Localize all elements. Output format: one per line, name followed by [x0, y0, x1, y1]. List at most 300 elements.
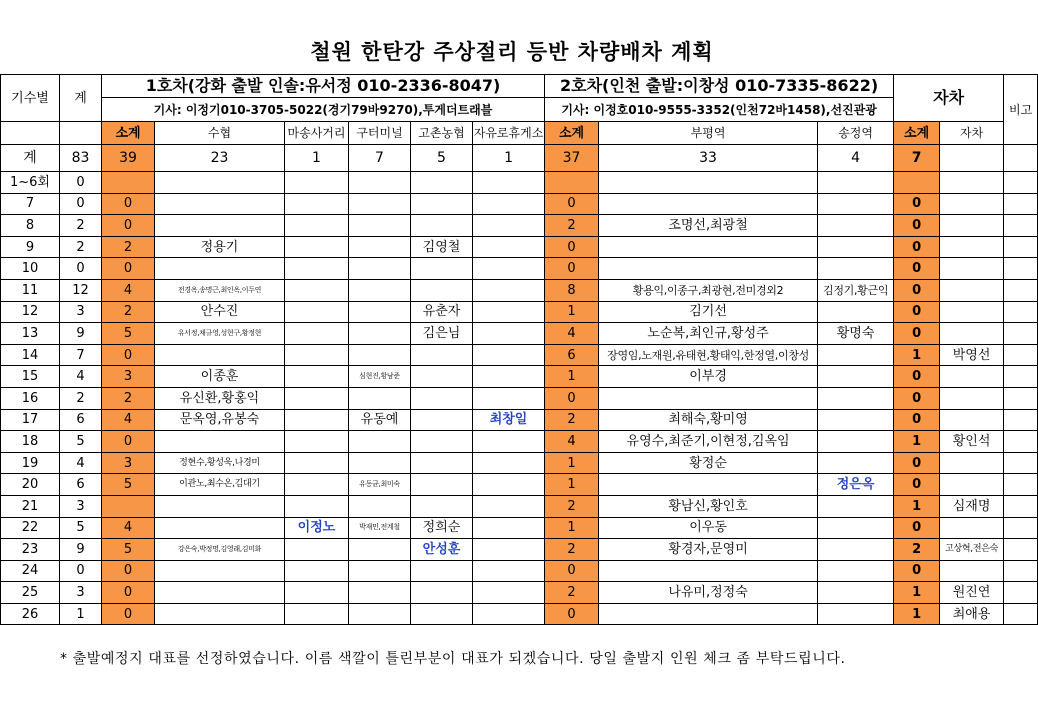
row-bus1-subtotal: 0 — [102, 193, 155, 215]
row-own-subtotal: 0 — [894, 474, 940, 496]
row-bus2-subtotal: 2 — [545, 539, 599, 561]
row-stop-cell — [818, 582, 894, 604]
row-stop-cell — [818, 215, 894, 237]
row-stop-cell — [411, 215, 473, 237]
row-stop-cell: 유신환,황홍익 — [155, 387, 285, 409]
row-total: 9 — [60, 323, 102, 345]
row-stop-cell — [285, 409, 349, 431]
table-row — [1, 431, 1038, 453]
row-stop-cell — [818, 193, 894, 215]
row-remark — [1004, 517, 1038, 539]
row-total: 6 — [60, 409, 102, 431]
row-stop-cell — [411, 431, 473, 453]
row-period: 20 — [1, 474, 60, 496]
row-stop-cell — [473, 560, 545, 582]
table-row — [1, 603, 1038, 625]
row-own-subtotal: 0 — [894, 279, 940, 301]
row-remark — [1004, 452, 1038, 474]
row-stop-cell — [349, 301, 411, 323]
row-remark — [1004, 258, 1038, 280]
page-title: 철원 한탄강 주상절리 등반 차량배차 계획 — [310, 40, 714, 64]
own-car-subheader: 자차 — [940, 122, 1004, 145]
row-stop-cell: 황정순 — [599, 452, 818, 474]
row-stop-cell — [818, 495, 894, 517]
row-own-subtotal: 1 — [894, 603, 940, 625]
row-remark — [1004, 431, 1038, 453]
row-own-subtotal: 0 — [894, 560, 940, 582]
row-period: 1~6회 — [1, 172, 60, 194]
row-period: 19 — [1, 452, 60, 474]
row-stop-cell — [349, 603, 411, 625]
totals-stop: 4 — [818, 145, 894, 172]
table-row — [1, 236, 1038, 258]
row-stop-cell — [155, 431, 285, 453]
table-row — [1, 517, 1038, 539]
row-stop-cell — [473, 387, 545, 409]
row-stop-cell — [411, 172, 473, 194]
row-total: 3 — [60, 582, 102, 604]
row-stop-cell — [285, 323, 349, 345]
row-period: 21 — [1, 495, 60, 517]
row-own-subtotal: 0 — [894, 366, 940, 388]
row-own-car — [940, 409, 1004, 431]
row-stop-cell — [349, 215, 411, 237]
row-stop-cell: 황남신,황인호 — [599, 495, 818, 517]
row-stop-cell — [818, 539, 894, 561]
remarks-header: 비고 — [1004, 75, 1038, 145]
row-bus2-subtotal: 1 — [545, 517, 599, 539]
row-bus1-subtotal: 0 — [102, 215, 155, 237]
table-row — [1, 409, 1038, 431]
row-stop-cell — [285, 387, 349, 409]
table-row — [1, 474, 1038, 496]
blank-cell — [1, 122, 60, 145]
row-period: 7 — [1, 193, 60, 215]
row-stop-cell: 나유미,정정숙 — [599, 582, 818, 604]
footnote: * 출발예정지 대표를 선정하였습니다. 이름 색깔이 틀린부분이 대표가 되겠습니다. 당일 출발지 인원 체크 좀 부탁드립니다. — [60, 651, 846, 667]
bus1-driver: 기사: 이정기010-3705-5022(경기79바9270),투게더트래블 — [102, 98, 545, 122]
row-total: 6 — [60, 474, 102, 496]
row-stop-cell — [155, 560, 285, 582]
table-row — [1, 582, 1038, 604]
row-period: 9 — [1, 236, 60, 258]
row-stop-cell — [473, 236, 545, 258]
row-stop-cell — [155, 172, 285, 194]
row-stop-cell — [818, 236, 894, 258]
row-stop-cell: 최창일 — [473, 409, 545, 431]
row-own-car — [940, 517, 1004, 539]
row-bus1-subtotal: 2 — [102, 236, 155, 258]
row-remark — [1004, 409, 1038, 431]
row-bus1-subtotal: 5 — [102, 323, 155, 345]
row-own-car: 황인석 — [940, 431, 1004, 453]
row-total: 2 — [60, 387, 102, 409]
row-stop-cell: 황명숙 — [818, 323, 894, 345]
schedule-table — [0, 74, 1038, 625]
row-stop-cell — [285, 193, 349, 215]
row-own-car — [940, 301, 1004, 323]
row-remark — [1004, 387, 1038, 409]
row-own-subtotal: 0 — [894, 323, 940, 345]
row-period: 22 — [1, 517, 60, 539]
stop-header: 송정역 — [818, 122, 894, 145]
row-stop-cell: 김기선 — [599, 301, 818, 323]
row-remark — [1004, 474, 1038, 496]
row-period: 8 — [1, 215, 60, 237]
row-stop-cell — [285, 301, 349, 323]
row-total: 0 — [60, 193, 102, 215]
row-remark — [1004, 582, 1038, 604]
row-bus1-subtotal: 0 — [102, 431, 155, 453]
row-stop-cell — [349, 582, 411, 604]
row-own-subtotal: 2 — [894, 539, 940, 561]
row-bus1-subtotal: 0 — [102, 560, 155, 582]
table-row — [1, 215, 1038, 237]
stop-header: 고촌농협 — [411, 122, 473, 145]
row-stop-cell: 이종훈 — [155, 366, 285, 388]
row-stop-cell — [473, 344, 545, 366]
row-stop-cell — [285, 431, 349, 453]
row-bus1-subtotal: 0 — [102, 258, 155, 280]
row-stop-cell — [411, 495, 473, 517]
period-header: 기수별 — [1, 75, 60, 122]
row-bus2-subtotal: 1 — [545, 452, 599, 474]
table-row — [1, 172, 1038, 194]
row-period: 23 — [1, 539, 60, 561]
row-own-car: 최애용 — [940, 603, 1004, 625]
row-stop-cell — [349, 323, 411, 345]
row-stop-cell — [349, 387, 411, 409]
row-bus2-subtotal: 2 — [545, 495, 599, 517]
row-stop-cell: 김영철 — [411, 236, 473, 258]
row-own-car — [940, 279, 1004, 301]
row-bus1-subtotal: 5 — [102, 539, 155, 561]
row-stop-cell — [285, 279, 349, 301]
row-stop-cell — [349, 193, 411, 215]
row-total: 12 — [60, 279, 102, 301]
row-stop-cell — [818, 301, 894, 323]
row-own-subtotal: 0 — [894, 517, 940, 539]
row-stop-cell: 유동균,최미숙 — [349, 474, 411, 496]
row-stop-cell: 유영수,최준기,이현정,김옥임 — [599, 431, 818, 453]
row-stop-cell — [473, 603, 545, 625]
row-bus2-subtotal: 2 — [545, 215, 599, 237]
row-stop-cell — [285, 539, 349, 561]
row-remark — [1004, 215, 1038, 237]
row-remark — [1004, 323, 1038, 345]
row-bus1-subtotal: 4 — [102, 517, 155, 539]
row-bus2-subtotal — [545, 172, 599, 194]
row-bus1-subtotal: 0 — [102, 603, 155, 625]
row-stop-cell — [349, 236, 411, 258]
row-remark — [1004, 236, 1038, 258]
row-own-car: 심재명 — [940, 495, 1004, 517]
row-stop-cell — [473, 452, 545, 474]
row-total: 1 — [60, 603, 102, 625]
row-stop-cell — [285, 495, 349, 517]
row-own-car — [940, 258, 1004, 280]
stop-header: 구터미널 — [349, 122, 411, 145]
table-row — [1, 539, 1038, 561]
totals-stop: 23 — [155, 145, 285, 172]
row-stop-cell — [285, 452, 349, 474]
row-bus1-subtotal — [102, 495, 155, 517]
row-own-subtotal: 1 — [894, 582, 940, 604]
row-stop-cell — [599, 172, 818, 194]
row-own-car — [940, 236, 1004, 258]
row-stop-cell: 이관노,최수온,김대기 — [155, 474, 285, 496]
row-total: 2 — [60, 236, 102, 258]
row-own-car: 박영선 — [940, 344, 1004, 366]
row-stop-cell: 강은숙,박정명,김영래,김미화 — [155, 539, 285, 561]
row-stop-cell — [818, 603, 894, 625]
row-stop-cell: 조명선,최광철 — [599, 215, 818, 237]
row-stop-cell — [411, 344, 473, 366]
row-period: 16 — [1, 387, 60, 409]
row-own-car — [940, 387, 1004, 409]
table-row — [1, 387, 1038, 409]
stop-header: 마송사거리 — [285, 122, 349, 145]
row-stop-cell — [818, 560, 894, 582]
row-stop-cell — [818, 172, 894, 194]
row-stop-cell — [473, 279, 545, 301]
row-total: 0 — [60, 172, 102, 194]
row-remark — [1004, 193, 1038, 215]
row-period: 11 — [1, 279, 60, 301]
row-stop-cell — [473, 517, 545, 539]
row-own-car — [940, 474, 1004, 496]
row-total: 7 — [60, 344, 102, 366]
row-period: 24 — [1, 560, 60, 582]
row-own-subtotal: 0 — [894, 258, 940, 280]
row-stop-cell — [285, 236, 349, 258]
row-stop-cell — [155, 215, 285, 237]
row-stop-cell: 황경자,문영미 — [599, 539, 818, 561]
row-stop-cell: 심현진,황남준 — [349, 366, 411, 388]
row-stop-cell — [411, 193, 473, 215]
row-own-subtotal: 0 — [894, 215, 940, 237]
row-own-subtotal: 1 — [894, 344, 940, 366]
row-stop-cell: 안수진 — [155, 301, 285, 323]
row-stop-cell — [349, 279, 411, 301]
row-stop-cell — [411, 452, 473, 474]
row-stop-cell: 박재민,전계철 — [349, 517, 411, 539]
row-own-subtotal — [894, 172, 940, 194]
totals-row — [1, 145, 1038, 172]
row-stop-cell — [285, 172, 349, 194]
totals-bus2-subtotal: 37 — [545, 145, 599, 172]
row-own-car — [940, 560, 1004, 582]
row-own-car — [940, 366, 1004, 388]
row-stop-cell: 이정노 — [285, 517, 349, 539]
row-remark — [1004, 279, 1038, 301]
row-stop-cell: 정희순 — [411, 517, 473, 539]
row-bus2-subtotal: 0 — [545, 236, 599, 258]
blank-cell — [60, 122, 102, 145]
row-stop-cell: 유서정,채규영,성현구,황정현 — [155, 323, 285, 345]
table-row — [1, 301, 1038, 323]
row-stop-cell: 최해숙,황미영 — [599, 409, 818, 431]
row-stop-cell: 정현수,황성욱,나경미 — [155, 452, 285, 474]
row-stop-cell — [599, 258, 818, 280]
row-stop-cell — [473, 215, 545, 237]
row-own-subtotal: 1 — [894, 495, 940, 517]
row-total: 2 — [60, 215, 102, 237]
row-stop-cell — [599, 193, 818, 215]
row-stop-cell: 문옥영,유봉숙 — [155, 409, 285, 431]
bus2-driver: 기사: 이정호010-9555-3352(인천72바1458),선진관광 — [545, 98, 894, 122]
row-stop-cell — [285, 582, 349, 604]
row-stop-cell — [285, 215, 349, 237]
row-stop-cell — [155, 582, 285, 604]
row-stop-cell — [818, 387, 894, 409]
row-stop-cell — [285, 603, 349, 625]
totals-total: 83 — [60, 145, 102, 172]
row-stop-cell — [411, 387, 473, 409]
row-stop-cell — [411, 366, 473, 388]
own-car-header: 자차 — [894, 75, 1004, 122]
row-stop-cell — [599, 474, 818, 496]
row-bus2-subtotal: 1 — [545, 474, 599, 496]
row-bus2-subtotal: 2 — [545, 582, 599, 604]
row-own-car — [940, 215, 1004, 237]
row-own-car — [940, 452, 1004, 474]
row-stop-cell: 정은옥 — [818, 474, 894, 496]
row-period: 12 — [1, 301, 60, 323]
totals-stop: 5 — [411, 145, 473, 172]
bus1-header: 1호차(강화 출발 인솔:유서정 010-2336-8047) — [102, 75, 545, 98]
bus2-subtotal-header: 소계 — [545, 122, 599, 145]
row-stop-cell — [411, 258, 473, 280]
bus2-header: 2호차(인천 출발:이창성 010-7335-8622) — [545, 75, 894, 98]
row-period: 13 — [1, 323, 60, 345]
row-period: 26 — [1, 603, 60, 625]
row-stop-cell — [411, 279, 473, 301]
row-bus2-subtotal: 8 — [545, 279, 599, 301]
row-bus2-subtotal: 4 — [545, 323, 599, 345]
row-remark — [1004, 344, 1038, 366]
row-stop-cell — [285, 560, 349, 582]
row-stop-cell — [818, 366, 894, 388]
row-total: 5 — [60, 517, 102, 539]
table-row — [1, 560, 1038, 582]
totals-own — [940, 145, 1004, 172]
row-remark — [1004, 301, 1038, 323]
row-stop-cell — [599, 560, 818, 582]
row-stop-cell: 유춘자 — [411, 301, 473, 323]
row-stop-cell — [411, 582, 473, 604]
stop-header: 부평역 — [599, 122, 818, 145]
row-stop-cell — [818, 258, 894, 280]
row-stop-cell — [473, 323, 545, 345]
row-own-car: 원진연 — [940, 582, 1004, 604]
totals-label: 계 — [1, 145, 60, 172]
row-bus2-subtotal: 0 — [545, 387, 599, 409]
row-period: 15 — [1, 366, 60, 388]
row-period: 17 — [1, 409, 60, 431]
row-stop-cell — [473, 431, 545, 453]
bus1-subtotal-header: 소계 — [102, 122, 155, 145]
row-stop-cell — [349, 258, 411, 280]
row-own-car — [940, 193, 1004, 215]
row-bus2-subtotal: 0 — [545, 603, 599, 625]
row-remark — [1004, 603, 1038, 625]
row-period: 14 — [1, 344, 60, 366]
table-row — [1, 344, 1038, 366]
row-stop-cell: 전경옥,송명근,최인옥,이두연 — [155, 279, 285, 301]
row-stop-cell — [473, 193, 545, 215]
row-total: 0 — [60, 560, 102, 582]
row-remark — [1004, 366, 1038, 388]
row-stop-cell — [285, 258, 349, 280]
row-remark — [1004, 560, 1038, 582]
row-bus2-subtotal: 0 — [545, 560, 599, 582]
row-own-car — [940, 172, 1004, 194]
table-row — [1, 495, 1038, 517]
row-own-subtotal: 0 — [894, 193, 940, 215]
row-stop-cell: 황용익,이종구,최광현,전미경외2 — [599, 279, 818, 301]
row-stop-cell — [349, 560, 411, 582]
row-total: 3 — [60, 301, 102, 323]
row-stop-cell — [473, 582, 545, 604]
row-stop-cell — [473, 366, 545, 388]
row-own-subtotal: 0 — [894, 301, 940, 323]
row-bus1-subtotal: 2 — [102, 301, 155, 323]
totals-remark — [1004, 145, 1038, 172]
row-stop-cell: 이우동 — [599, 517, 818, 539]
row-stop-cell: 노순복,최인규,황성주 — [599, 323, 818, 345]
row-stop-cell — [155, 193, 285, 215]
row-stop-cell: 유동예 — [349, 409, 411, 431]
row-total: 3 — [60, 495, 102, 517]
row-own-car: 고상혁,전은숙 — [940, 539, 1004, 561]
row-period: 10 — [1, 258, 60, 280]
row-bus2-subtotal: 0 — [545, 193, 599, 215]
row-stop-cell: 정용기 — [155, 236, 285, 258]
row-stop-cell — [473, 495, 545, 517]
own-subtotal-header: 소계 — [894, 122, 940, 145]
row-bus1-subtotal: 4 — [102, 409, 155, 431]
totals-stop: 7 — [349, 145, 411, 172]
stop-header: 자유로휴게소 — [473, 122, 545, 145]
row-remark — [1004, 172, 1038, 194]
row-stop-cell — [599, 236, 818, 258]
row-stop-cell — [473, 474, 545, 496]
row-bus2-subtotal: 2 — [545, 409, 599, 431]
row-own-subtotal: 0 — [894, 387, 940, 409]
row-stop-cell — [411, 603, 473, 625]
row-period: 25 — [1, 582, 60, 604]
row-bus2-subtotal: 0 — [545, 258, 599, 280]
table-row — [1, 452, 1038, 474]
row-bus1-subtotal: 5 — [102, 474, 155, 496]
row-bus2-subtotal: 4 — [545, 431, 599, 453]
row-stop-cell — [473, 258, 545, 280]
row-stop-cell — [411, 474, 473, 496]
table-row — [1, 279, 1038, 301]
row-stop-cell: 장영임,노재원,유태현,황태익,한정열,이창성 — [599, 344, 818, 366]
row-stop-cell — [818, 431, 894, 453]
row-stop-cell — [473, 301, 545, 323]
row-stop-cell — [155, 495, 285, 517]
row-remark — [1004, 539, 1038, 561]
row-stop-cell — [473, 539, 545, 561]
row-stop-cell: 김은님 — [411, 323, 473, 345]
row-total: 4 — [60, 452, 102, 474]
total-header: 계 — [60, 75, 102, 122]
row-own-subtotal: 0 — [894, 409, 940, 431]
row-stop-cell — [349, 539, 411, 561]
